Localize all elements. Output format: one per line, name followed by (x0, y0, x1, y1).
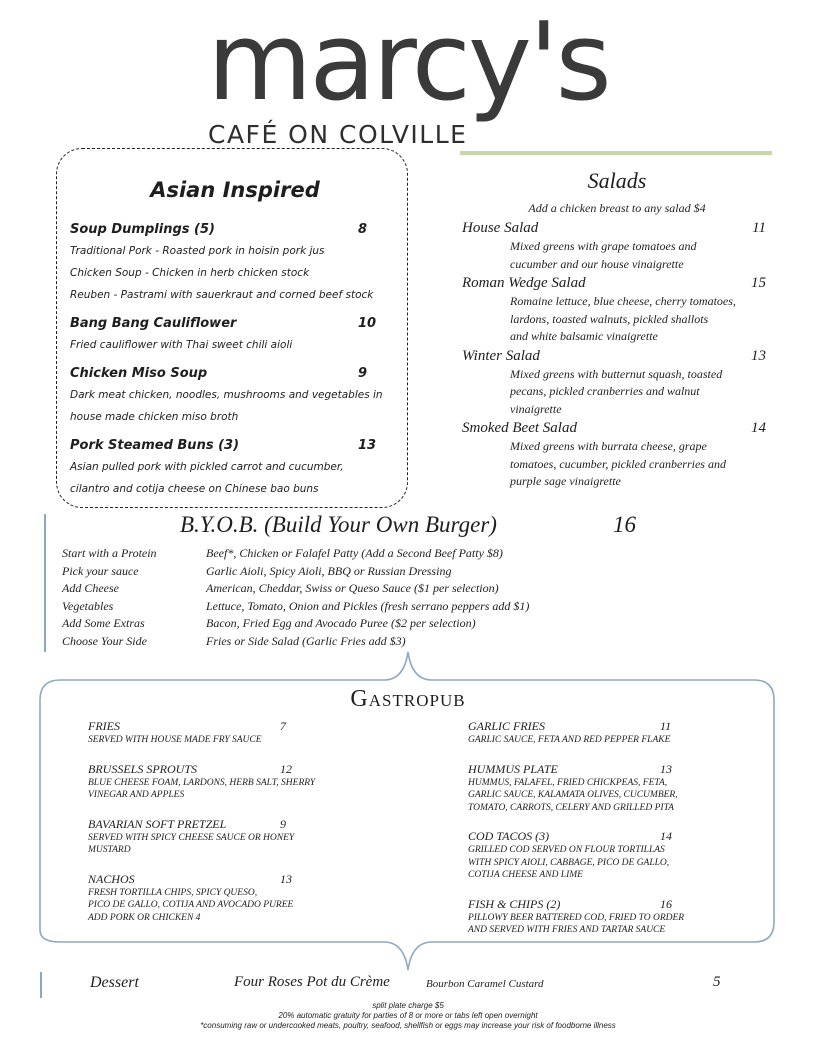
gastropub-title: Gastropub (350, 686, 466, 712)
menu-item (468, 896, 768, 937)
menu-item-price: 13 (280, 871, 292, 886)
menu-item-description: Mixed greens with burrata cheese, grape (510, 439, 707, 453)
menu-item-description: VINEGAR AND APPLES (88, 790, 185, 800)
menu-item-description: COTIJA CHEESE AND LIME (468, 870, 583, 880)
byob-option-label: Choose Your Side (62, 633, 147, 648)
menu-item-description: GARLIC SAUCE, KALAMATA OLIVES, CUCUMBER, (468, 790, 678, 800)
menu-item-description: pecans, pickled cranberries and walnut (510, 384, 700, 398)
menu-item-name: HUMMUS PLATE (468, 761, 558, 776)
menu-item (88, 816, 388, 857)
menu-item-name: Winter Salad (462, 347, 540, 364)
byob-option-value: Fries or Side Salad (Garlic Fries add $3) (206, 633, 406, 648)
byob-option-label: Add Cheese (62, 581, 119, 596)
menu-item-price: 10 (358, 316, 377, 331)
menu-item-heading (468, 761, 768, 777)
menu-item (468, 828, 768, 882)
menu-item-heading (70, 220, 400, 240)
menu-item-description: TOMATO, CARROTS, CELERY AND GRILLED PITA (468, 802, 674, 813)
byob-accent-bar (44, 514, 46, 652)
menu-item-name: FISH & CHIPS (2) (468, 896, 561, 911)
menu-item-price: 13 (660, 761, 672, 776)
menu-item-description: Fried cauliflower with Thai sweet chili aioli (70, 339, 293, 351)
menu-item-description: GRILLED COD SERVED ON FLOUR TORTILLAS (468, 845, 665, 855)
footer-line: *consuming raw or undercooked meats, poultry, seafood, shellfish or eggs may increase your risk of foodborne illness (200, 1021, 616, 1030)
menu-item-description: and white balsamic vinaigrette (510, 329, 658, 343)
dessert-price: 5 (713, 974, 721, 990)
menu-item-heading (88, 761, 388, 777)
byob-options (62, 545, 662, 651)
menu-item-name: NACHOS (88, 871, 135, 886)
menu-item-description: SERVED WITH HOUSE MADE FRY SAUCE (88, 735, 262, 745)
menu-item-price: 8 (358, 222, 368, 237)
logo-wordmark: marcy's (207, 0, 609, 125)
asian-section (70, 178, 400, 500)
menu-item-description: HUMMUS, FALAFEL, FRIED CHICKPEAS, FETA, (468, 777, 668, 788)
menu-item-price: 14 (751, 420, 766, 436)
menu-item-name: BRUSSELS SPROUTS (88, 761, 197, 776)
menu-item-heading (462, 346, 772, 366)
menu-item-heading (70, 436, 400, 456)
menu-item-price: 11 (752, 220, 766, 236)
menu-item (462, 346, 772, 419)
byob-option-row (62, 580, 662, 598)
salads-note: Add a chicken breast to any salad $4 (528, 201, 706, 215)
menu-item-description: SERVED WITH SPICY CHEESE SAUCE OR HONEY (88, 832, 295, 843)
header-divider (460, 151, 772, 155)
menu-item-description: Traditional Pork - Roasted pork in hoisin pork jus (70, 245, 325, 257)
menu-item-description: Dark meat chicken, noodles, mushrooms and vegetables in (70, 389, 383, 401)
byob-option-row (62, 615, 662, 633)
menu-item-description: Romaine lettuce, blue cheese, cherry tomatoes, (510, 294, 736, 308)
menu-item-heading (70, 314, 400, 334)
menu-item-price: 12 (280, 761, 292, 776)
menu-item-description: house made chicken miso broth (70, 411, 239, 423)
menu-item-price: 14 (660, 829, 672, 843)
menu-item-heading (462, 273, 772, 293)
menu-item-description: WITH SPICY AIOLI, CABBAGE, PICO DE GALLO, (468, 857, 670, 868)
menu-item-name: Smoked Beet Salad (462, 420, 577, 436)
menu-item-description: purple sage vinaigrette (510, 474, 621, 488)
menu-item-name: COD TACOS (3) (468, 829, 550, 843)
menu-item-description: Chicken Soup - Chicken in herb chicken stock (70, 267, 310, 279)
menu-item-heading (468, 828, 768, 844)
menu-item-heading (462, 218, 772, 238)
menu-item-price: 13 (751, 347, 766, 364)
menu-item-price: 13 (358, 438, 377, 453)
menu-item-description: lardons, toasted walnuts, pickled shallots (510, 311, 709, 326)
menu-item-name: BAVARIAN SOFT PRETZEL (88, 816, 227, 831)
menu-item (70, 364, 400, 428)
byob-option-label: Add Some Extras (62, 616, 145, 631)
menu-item-description: GARLIC SAUCE, FETA AND RED PEPPER FLAKE (468, 735, 671, 745)
dessert-name: Four Roses Pot du Crème (234, 974, 390, 990)
menu-item-price: 7 (280, 719, 286, 733)
menu-item-description: Reuben - Pastrami with sauerkraut and corned beef stock (70, 289, 374, 301)
menu-item-name: Roman Wedge Salad (462, 275, 586, 291)
byob-option-label: Pick your sauce (62, 563, 139, 578)
menu-item-description: PILLOWY BEER BATTERED COD, FRIED TO ORDER (468, 912, 685, 923)
menu-item-description: tomatoes, cucumber, pickled cranberries and (510, 456, 726, 471)
menu-item-description: BLUE CHEESE FOAM, LARDONS, HERB SALT, SHERRY (88, 777, 316, 788)
salads-section (462, 168, 772, 491)
byob-option-value: Beef*, Chicken or Falafel Patty (Add a Second Beef Patty $8) (206, 546, 503, 560)
dessert-row (0, 974, 816, 996)
byob-option-value: American, Cheddar, Swiss or Queso Sauce ($1 per selection) (206, 581, 499, 596)
menu-item-name: FRIES (88, 719, 120, 733)
dessert-description: Bourbon Caramel Custard (426, 978, 544, 990)
menu-item-heading (88, 718, 388, 734)
menu-item-heading (468, 718, 768, 734)
footer-line: split plate charge $5 (372, 1001, 444, 1010)
menu-item-heading (70, 364, 400, 384)
menu-item (462, 218, 772, 273)
menu-item (88, 718, 388, 747)
dessert-label: Dessert (90, 974, 139, 991)
menu-item (70, 220, 400, 306)
footer-line: 20% automatic gratuity for parties of 8 or more or tabs left open overnight (278, 1011, 538, 1020)
menu-item-description: Mixed greens with butternut squash, toasted (510, 366, 723, 381)
menu-item (462, 418, 772, 491)
menu-item-name: GARLIC FRIES (468, 719, 545, 733)
byob-option-row (62, 545, 662, 563)
menu-item-description: MUSTARD (88, 845, 131, 855)
menu-item-description: AND SERVED WITH FRIES AND TARTAR SAUCE (468, 925, 666, 935)
byob-option-row (62, 633, 662, 651)
menu-item-price: 9 (280, 816, 286, 831)
byob-option-value: Bacon, Fried Egg and Avocado Puree ($2 per selection) (206, 616, 476, 631)
menu-item-price: 15 (751, 275, 766, 291)
byob-option-row (62, 598, 662, 616)
gastropub-left-column (88, 718, 388, 938)
menu-item-description: cilantro and cotija cheese on Chinese bao buns (70, 483, 319, 495)
byob-option-label: Start with a Protein (62, 546, 157, 560)
byob-title: B.Y.O.B. (Build Your Own Burger) (180, 512, 497, 537)
byob-price: 16 (613, 512, 636, 537)
menu-item (468, 761, 768, 815)
menu-item (468, 718, 768, 747)
menu-item-description: ADD PORK OR CHICKEN 4 (88, 912, 201, 923)
menu-item-heading (88, 871, 388, 887)
logo-subtitle: CAFÉ ON COLVILLE (208, 120, 468, 149)
menu-item-description: cucumber and our house vinaigrette (510, 256, 684, 271)
byob-option-value: Garlic Aioli, Spicy Aioli, BBQ or Russian Dressing (206, 563, 452, 578)
menu-item-description: vinaigrette (510, 401, 562, 416)
salads-section-title: Salads (587, 168, 647, 193)
byob-option-value: Lettuce, Tomato, Onion and Pickles (fresh serrano peppers add $1) (206, 598, 530, 613)
menu-item-price: 9 (358, 366, 368, 381)
menu-item-heading (468, 896, 768, 912)
gastropub-right-column (468, 718, 768, 951)
menu-item-price: 16 (660, 896, 672, 911)
menu-item (70, 436, 400, 500)
menu-item-description: Mixed greens with grape tomatoes and (510, 239, 697, 253)
menu-item-price: 11 (660, 719, 672, 733)
menu-item-name: Bang Bang Cauliflower (70, 316, 237, 331)
footer-notes (0, 1001, 816, 1031)
menu-item (88, 761, 388, 802)
menu-item (88, 871, 388, 925)
menu-item-description: Asian pulled pork with pickled carrot and cucumber, (70, 461, 344, 473)
menu-item-heading (462, 418, 772, 438)
asian-section-title: Asian Inspired (150, 178, 320, 202)
menu-item (462, 273, 772, 346)
byob-option-row (62, 563, 662, 581)
menu-item-name: Soup Dumplings (5) (70, 222, 215, 237)
menu-item-description: FRESH TORTILLA CHIPS, SPICY QUESO, (88, 887, 258, 898)
menu-item-heading (88, 816, 388, 832)
menu-item-name: Pork Steamed Buns (3) (70, 438, 240, 453)
menu-item-name: House Salad (462, 220, 539, 236)
byob-option-label: Vegetables (62, 598, 114, 613)
menu-item-description: PICO DE GALLO, COTIJA AND AVOCADO PUREE (88, 900, 294, 910)
menu-item (70, 314, 400, 356)
menu-item-name: Chicken Miso Soup (70, 366, 208, 381)
